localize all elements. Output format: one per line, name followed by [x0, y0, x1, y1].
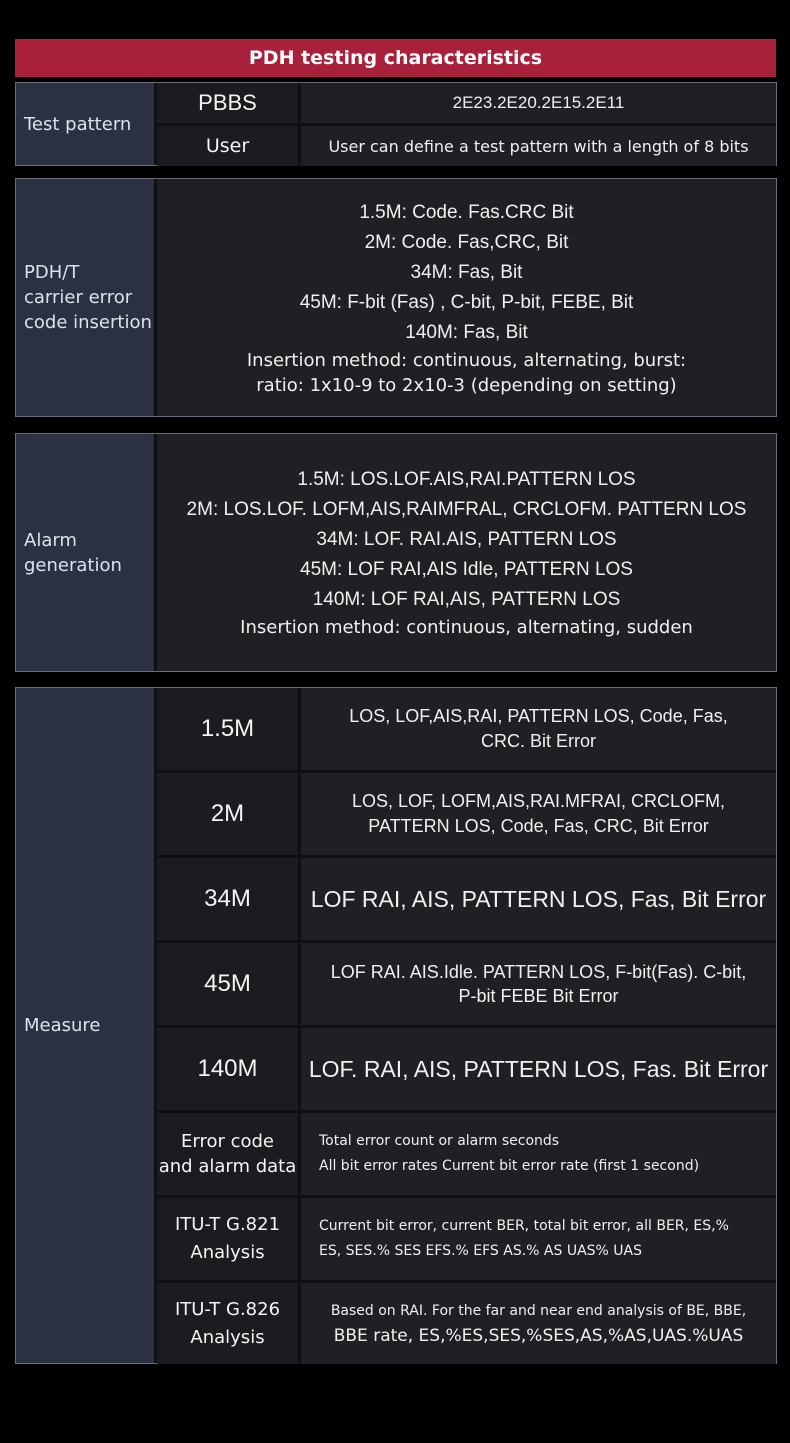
label-line: code insertion [24, 312, 152, 333]
row-key: 34M [157, 858, 298, 940]
value-line: All bit error rates Current bit error rate (first 1 second) [319, 1158, 700, 1174]
value-line: CRC. Bit Error [480, 731, 596, 751]
insertion-line: 1.5M: Code. Fas.CRC Bit [359, 201, 574, 223]
value-line: LOF RAI. AIS.Idle. PATTERN LOS, F-bit(Fas). C-bit, [330, 962, 747, 982]
value-line: Total error count or alarm seconds [319, 1133, 560, 1149]
alarm-generation-section [15, 433, 777, 672]
row-key: 140M [157, 1028, 298, 1110]
label-line: Alarm [24, 529, 77, 551]
test-pattern-section [15, 82, 777, 166]
measure-row [157, 943, 776, 1025]
row-value [301, 1283, 776, 1364]
value-line: LOF. RAI, AIS, PATTERN LOS, Fas. Bit Error [308, 1055, 769, 1082]
key-line: Error code [180, 1131, 274, 1152]
measure-row [157, 1028, 776, 1110]
test-pattern-row [157, 83, 776, 123]
label-line: generation [24, 554, 122, 576]
insertion-line: 34M: Fas, Bit [410, 261, 523, 283]
row-value [301, 688, 776, 770]
alarm-line: 45M: LOF RAI,AIS Idle, PATTERN LOS [300, 559, 633, 580]
test-pattern-row [157, 126, 776, 166]
row-key: 2M [157, 773, 298, 855]
row-value [301, 943, 776, 1025]
label-line: PDH/T [24, 262, 80, 283]
alarm-method: Insertion method: continuous, alternating, sudden [240, 617, 693, 638]
row-value: 2E23.2E20.2E15.2E11 [301, 83, 776, 123]
alarm-line: 1.5M: LOS.LOF.AIS,RAI.PATTERN LOS [297, 469, 636, 490]
insertion-ratio: ratio: 1x10-9 to 2x10-3 (depending on setting) [256, 374, 677, 396]
row-value [301, 858, 776, 940]
insertion-line: 45M: F-bit (Fas) , C-bit, P-bit, FEBE, Bit [299, 291, 634, 313]
error-insertion-label [16, 179, 154, 416]
value-line: Current bit error, current BER, total bit error, all BER, ES,% [319, 1218, 729, 1234]
measure-row [157, 1283, 776, 1364]
insertion-line: 140M: Fas, Bit [405, 321, 528, 343]
value-line: BBE rate, ES,%ES,SES,%SES,AS,%AS,UAS.%UAS [333, 1325, 744, 1346]
measure-section [15, 687, 777, 1364]
row-key [157, 1113, 298, 1195]
value-line: ES, SES.% SES EFS.% EFS AS.% AS UAS% UAS [319, 1243, 643, 1259]
insertion-method: Insertion method: continuous, alternating, burst: [246, 349, 687, 371]
row-key: 45M [157, 943, 298, 1025]
error-insertion-content [157, 179, 776, 416]
alarm-line: 140M: LOF RAI,AIS, PATTERN LOS [312, 589, 621, 610]
test-pattern-label: Test pattern [16, 83, 154, 165]
value-line: P-bit FEBE Bit Error [458, 986, 619, 1006]
row-key: 1.5M [157, 688, 298, 770]
value-line: LOS, LOF, LOFM,AIS,RAI.MFRAI, CRCLOFM, [351, 791, 726, 811]
page-title: PDH testing characteristics [15, 39, 776, 77]
alarm-generation-label [16, 434, 154, 671]
key-line: ITU-T G.826 [174, 1298, 281, 1320]
measure-label: Measure [16, 688, 154, 1363]
measure-row [157, 773, 776, 855]
row-value [301, 1113, 776, 1195]
alarm-generation-content [157, 434, 776, 671]
row-value [301, 1198, 776, 1280]
alarm-line: 34M: LOF. RAI.AIS, PATTERN LOS [316, 529, 617, 550]
alarm-line: 2M: LOS.LOF. LOFM,AIS,RAIMFRAL, CRCLOFM. PATTERN LOS [186, 499, 747, 520]
measure-row [157, 858, 776, 940]
measure-row [157, 688, 776, 770]
value-line: LOS, LOF,AIS,RAI, PATTERN LOS, Code, Fas, [349, 706, 728, 726]
row-value: User can define a test pattern with a length of 8 bits [301, 126, 776, 166]
row-key: PBBS [157, 83, 298, 123]
insertion-line: 2M: Code. Fas,CRC, Bit [364, 231, 569, 253]
key-line: Analysis [190, 1326, 265, 1348]
row-key [157, 1198, 298, 1280]
label-line: carrier error [24, 287, 133, 308]
value-line: Based on RAI. For the far and near end analysis of BE, BBE, [330, 1302, 747, 1319]
error-insertion-section [15, 178, 777, 417]
row-key: User [157, 126, 298, 166]
key-line: and alarm data [158, 1156, 297, 1177]
key-line: ITU-T G.821 [174, 1214, 281, 1235]
row-value [301, 773, 776, 855]
key-line: Analysis [190, 1242, 265, 1263]
measure-row [157, 1198, 776, 1280]
row-key [157, 1283, 298, 1364]
measure-row [157, 1113, 776, 1195]
value-line: PATTERN LOS, Code, Fas, CRC, Bit Error [368, 816, 709, 836]
value-line: LOF RAI, AIS, PATTERN LOS, Fas, Bit Error [310, 885, 767, 912]
row-value [301, 1028, 776, 1110]
